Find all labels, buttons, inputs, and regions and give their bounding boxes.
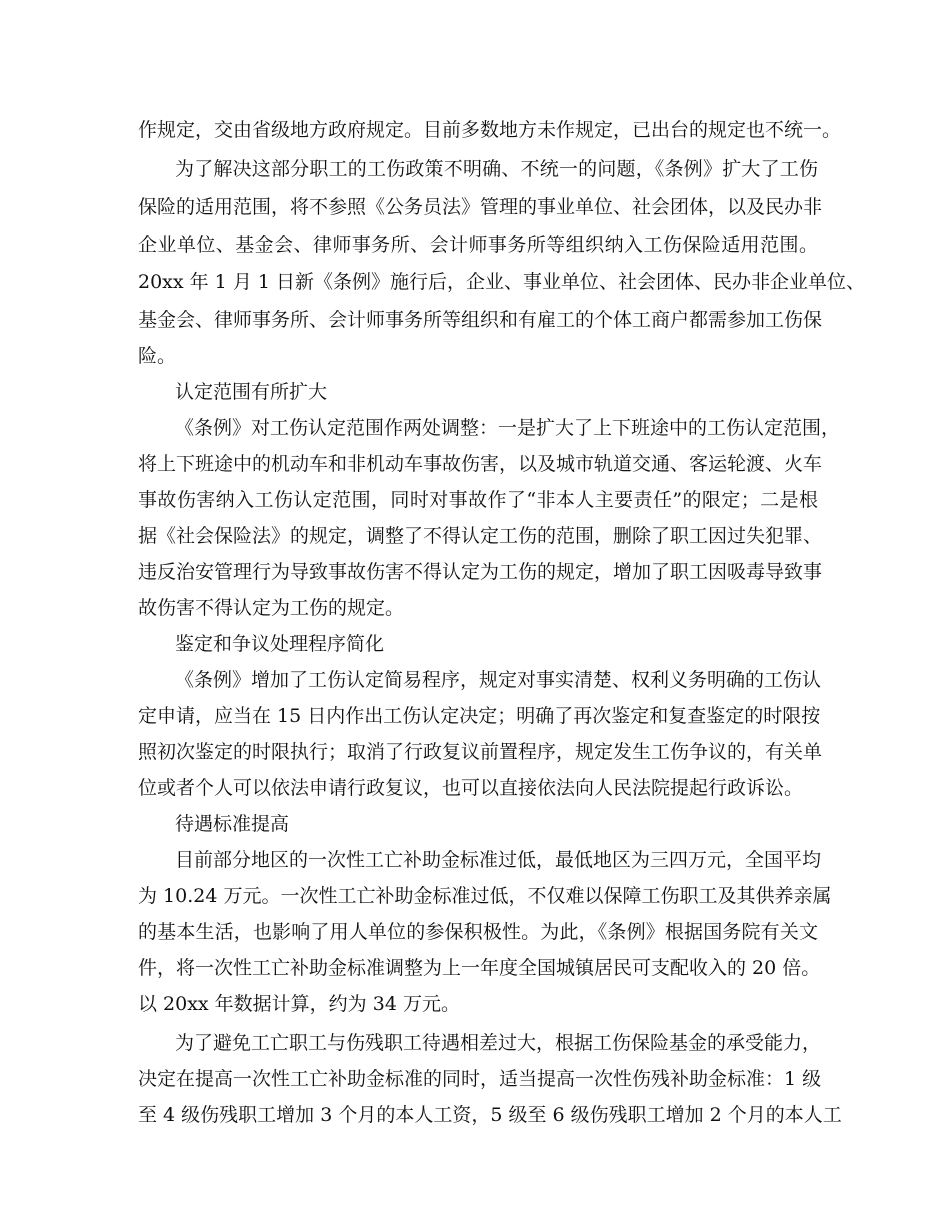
paragraph-line: 位或者个人可以依法申请行政复议，也可以直接依法向人民法院提起行政诉讼。 (138, 777, 804, 799)
paragraph-line: 决定在提高一次性工亡补助金标准的同时，适当提高一次性伤残补助金标准：1 级 (138, 1068, 822, 1090)
paragraph-line: 故伤害不得认定为工伤的规定。 (138, 597, 405, 619)
section-heading: 认定范围有所扩大 (175, 381, 328, 403)
paragraph-line: 《条例》对工伤认定范围作两处调整：一是扩大了上下班途中的工伤认定范围， (175, 417, 841, 439)
paragraph-line: 以 20xx 年数据计算，约为 34 万元。 (138, 993, 460, 1015)
paragraph-line: 20xx 年 1 月 1 日新《条例》施行后，企业、事业单位、社会团体、民办非企业单位、 (138, 271, 865, 293)
paragraph-line: 为 10.24 万元。一次性工亡补助金标准过低，不仅难以保障工伤职工及其供养亲属 (138, 885, 832, 907)
paragraph-line: 至 4 级伤残职工增加 3 个月的本人工资，5 级至 6 级伤残职工增加 2 个月的本人工 (138, 1104, 842, 1126)
paragraph-line: 件，将一次性工亡补助金标准调整为上一年度全国城镇居民可支配收入的 20 倍。 (138, 957, 821, 979)
paragraph-line: 为了避免工亡职工与伤残职工待遇相差过大，根据工伤保险基金的承受能力， (175, 1032, 822, 1054)
paragraph-line: 据《社会保险法》的规定，调整了不得认定工伤的范围，删除了职工因过失犯罪、 (138, 525, 823, 547)
paragraph-line: 事故伤害纳入工伤认定范围，同时对事故作了“非本人主要责任”的限定；二是根 (138, 489, 818, 511)
paragraph-line: 保险的适用范围，将不参照《公务员法》管理的事业单位、社会团体，以及民办非 (138, 196, 823, 218)
paragraph-line: 作规定，交由省级地方政府规定。目前多数地方未作规定，已出台的规定也不统一。 (138, 119, 842, 141)
paragraph-line: 目前部分地区的一次性工亡补助金标准过低，最低地区为三四万元，全国平均 (175, 849, 822, 871)
paragraph-line: 为了解决这部分职工的工伤政策不明确、不统一的问题，《条例》扩大了工伤 (175, 158, 818, 180)
paragraph-line: 将上下班途中的机动车和非机动车事故伤害，以及城市轨道交通、客运轮渡、火车 (138, 453, 823, 475)
section-heading: 鉴定和争议处理程序简化 (175, 633, 385, 655)
paragraph-line: 照初次鉴定的时限执行；取消了行政复议前置程序，规定发生工伤争议的，有关单 (138, 741, 823, 763)
paragraph-line: 《条例》增加了工伤认定简易程序，规定对事实清楚、权利义务明确的工伤认 (175, 669, 822, 691)
paragraph-line: 的基本生活，也影响了用人单位的参保积极性。为此，《条例》根据国务院有关文 (138, 921, 818, 943)
paragraph-line: 定申请，应当在 15 日内作出工伤认定决定；明确了再次鉴定和复查鉴定的时限按 (138, 705, 821, 727)
section-heading: 待遇标准提高 (175, 813, 290, 835)
paragraph-line: 企业单位、基金会、律师事务所、会计师事务所等组织纳入工伤保险适用范围。 (138, 234, 818, 256)
paragraph-line: 违反治安管理行为导致事故伤害不得认定为工伤的规定，增加了职工因吸毒导致事 (138, 561, 823, 583)
paragraph-line: 险。 (138, 345, 177, 367)
paragraph-line: 基金会、律师事务所、会计师事务所等组织和有雇工的个体工商户都需参加工伤保 (138, 309, 823, 331)
